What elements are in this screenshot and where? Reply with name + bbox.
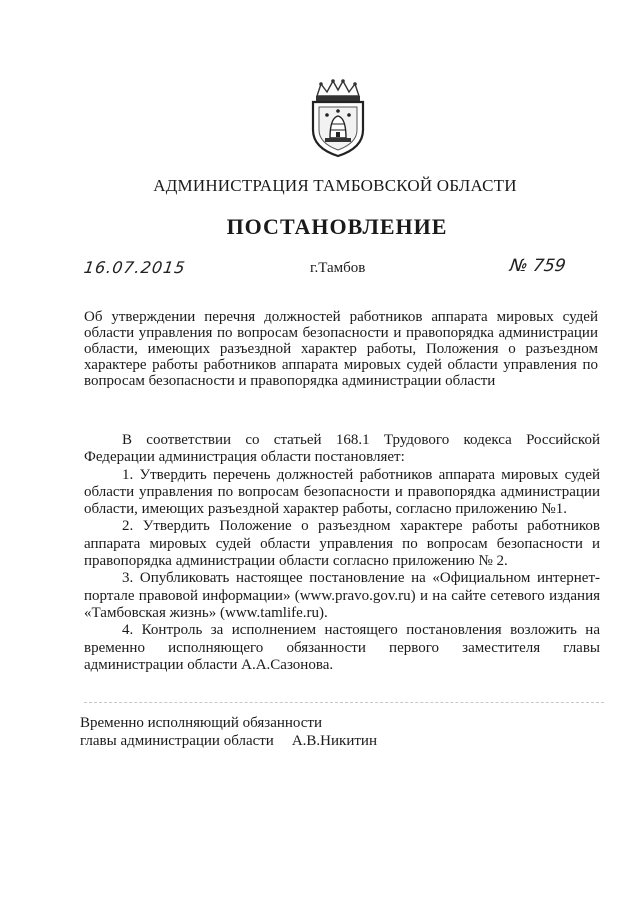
body-paragraph-item-2: 2. Утвердить Положение о разъездном характере работы работников аппарата мировых судей области управления по вопросам безопасности и правопорядка администрации области согласно приложению № 2. bbox=[84, 518, 600, 570]
signature-title-line-1: Временно исполняющий обязанности bbox=[80, 715, 323, 731]
document-body bbox=[84, 432, 600, 674]
signature-title-line-2 bbox=[80, 732, 377, 750]
document-type-title: ПОСТАНОВЛЕНИЕ bbox=[226, 214, 448, 239]
document-date: 16.07.2015 bbox=[82, 258, 187, 277]
body-paragraph-item-4: 4. Контроль за исполнением настоящего постановления возложить на временно исполняющего обязанности первого заместителя главы администрации области А.А.Сазонова. bbox=[84, 622, 600, 673]
coat-of-arms-icon bbox=[303, 78, 373, 158]
document-number: № 759 bbox=[508, 256, 567, 276]
body-paragraph-preamble: В соответствии со статьей 168.1 Трудового кодекса Российской Федерации администрация области постановляет: bbox=[84, 432, 600, 466]
organization-heading: АДМИНИСТРАЦИЯ ТАМБОВСКОЙ ОБЛАСТИ bbox=[153, 176, 517, 195]
body-paragraph-item-1: 1. Утвердить перечень должностей работников аппарата мировых судей области управления по вопросам безопасности и правопорядка администрации области, имеющих разъездной характер работы, согласно приложению №1. bbox=[84, 466, 600, 518]
body-paragraph-item-3: 3. Опубликовать настоящее постановление на «Официальном интернет-портале правовой информации» (www.pravo.gov.ru) и на сайте сетевого издания «Тамбовская жизнь» (www.tamlife.ru). bbox=[84, 570, 600, 621]
signature-title-text: главы администрации области bbox=[80, 733, 274, 749]
signature-block bbox=[80, 714, 377, 750]
signatory-name: А.В.Никитин bbox=[291, 733, 377, 749]
document-subject: Об утверждении перечня должностей работников аппарата мировых судей области управления по вопросам безопасности и правопорядка администрации области, имеющих разъездной характер работы, Положения о разъездном характере работы работников аппарата мировых судей области управления по вопросам безопасности и правопорядка администрации области bbox=[84, 309, 598, 389]
document-city: г.Тамбов bbox=[310, 260, 366, 276]
scan-artifact-divider bbox=[84, 702, 604, 703]
